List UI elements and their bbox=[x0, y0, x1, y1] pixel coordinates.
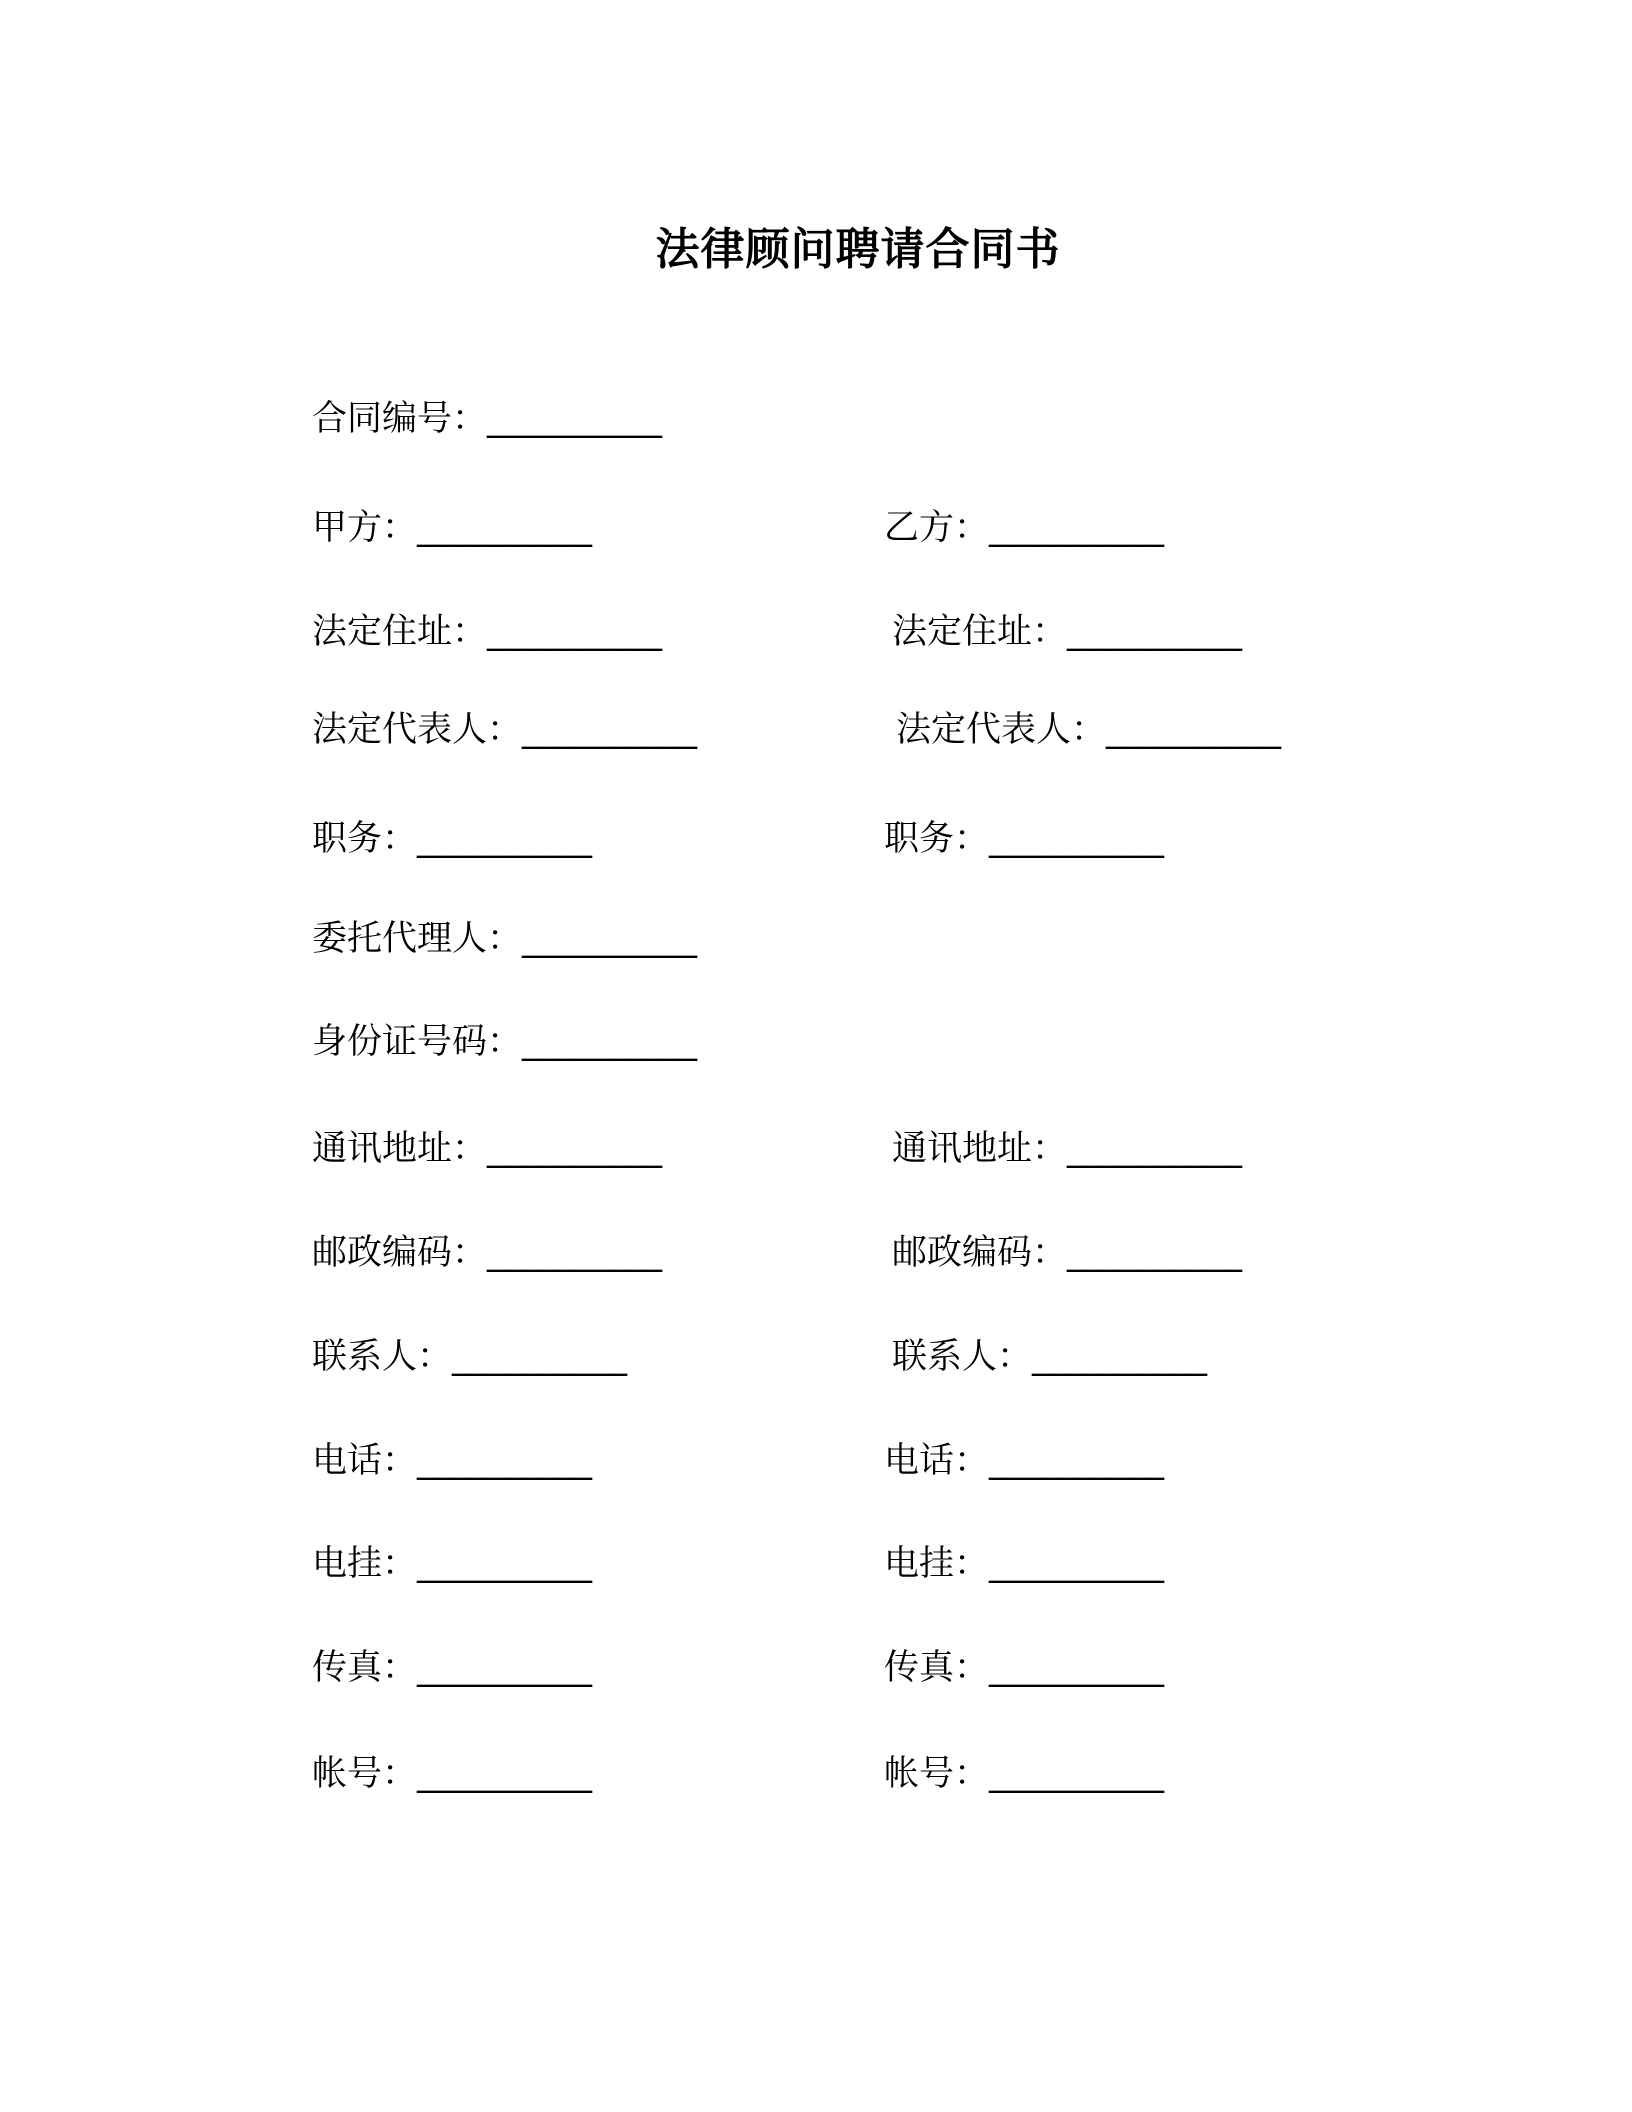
party-b-legal-rep-field bbox=[896, 708, 1281, 752]
party-a-postal-code-field bbox=[312, 1231, 662, 1275]
party-a-contact-blank[interactable]: __________ bbox=[452, 1337, 628, 1377]
party-b-phone-label: 电话： bbox=[884, 1441, 990, 1481]
party-a-name-blank[interactable]: __________ bbox=[417, 508, 593, 548]
party-a-mailing-address-blank[interactable]: __________ bbox=[487, 1129, 663, 1169]
party-a-account-label: 帐号： bbox=[312, 1754, 418, 1794]
party-a-agent-field bbox=[312, 917, 697, 961]
party-b-mailing-address-blank[interactable]: __________ bbox=[1067, 1129, 1243, 1169]
party-b-position-blank[interactable]: __________ bbox=[989, 819, 1165, 859]
party-b-address-label: 法定住址： bbox=[892, 612, 1068, 652]
party-a-postal-code-label: 邮政编码： bbox=[312, 1233, 488, 1273]
party-b-mailing-address-label: 通讯地址： bbox=[892, 1129, 1068, 1169]
party-b-name-field bbox=[884, 506, 1164, 550]
party-a-phone-field bbox=[312, 1439, 592, 1483]
party-b-address-blank[interactable]: __________ bbox=[1067, 612, 1243, 652]
party-b-account-field bbox=[884, 1752, 1164, 1796]
party-b-contact-blank[interactable]: __________ bbox=[1032, 1337, 1208, 1377]
party-b-account-blank[interactable]: __________ bbox=[989, 1754, 1165, 1794]
party-b-phone-blank[interactable]: __________ bbox=[989, 1441, 1165, 1481]
party-a-id-number-label: 身份证号码： bbox=[312, 1022, 523, 1062]
party-b-account-label: 帐号： bbox=[884, 1754, 990, 1794]
party-a-account-blank[interactable]: __________ bbox=[417, 1754, 593, 1794]
party-a-agent-blank[interactable]: __________ bbox=[522, 919, 698, 959]
party-a-legal-rep-blank[interactable]: __________ bbox=[522, 710, 698, 750]
party-a-fax-blank[interactable]: __________ bbox=[417, 1648, 593, 1688]
party-b-cable-blank[interactable]: __________ bbox=[989, 1544, 1165, 1584]
party-a-legal-rep-label: 法定代表人： bbox=[312, 710, 523, 750]
party-b-fax-field bbox=[884, 1646, 1164, 1690]
party-b-position-label: 职务： bbox=[884, 819, 990, 859]
contract-number-blank[interactable]: __________ bbox=[487, 399, 663, 439]
party-b-cable-label: 电挂： bbox=[884, 1544, 990, 1584]
party-a-agent-label: 委托代理人： bbox=[312, 919, 523, 959]
party-a-mailing-address-label: 通讯地址： bbox=[312, 1129, 488, 1169]
party-a-address-field bbox=[312, 610, 662, 654]
document-title: 法律顾问聘请合同书 bbox=[655, 224, 1061, 275]
party-a-id-number-field bbox=[312, 1020, 697, 1064]
party-b-postal-code-blank[interactable]: __________ bbox=[1067, 1233, 1243, 1273]
party-b-fax-blank[interactable]: __________ bbox=[989, 1648, 1165, 1688]
party-b-name-label: 乙方： bbox=[884, 508, 990, 548]
party-b-postal-code-field bbox=[892, 1231, 1242, 1275]
party-a-cable-field bbox=[312, 1542, 592, 1586]
party-b-name-blank[interactable]: __________ bbox=[989, 508, 1165, 548]
party-b-mailing-address-field bbox=[892, 1127, 1242, 1171]
party-b-contact-field bbox=[892, 1335, 1207, 1379]
party-a-id-number-blank[interactable]: __________ bbox=[522, 1022, 698, 1062]
party-a-phone-blank[interactable]: __________ bbox=[417, 1441, 593, 1481]
party-a-cable-blank[interactable]: __________ bbox=[417, 1544, 593, 1584]
party-a-legal-rep-field bbox=[312, 708, 697, 752]
contract-number-label: 合同编号： bbox=[312, 399, 488, 439]
party-b-legal-rep-label: 法定代表人： bbox=[896, 710, 1107, 750]
party-a-address-blank[interactable]: __________ bbox=[487, 612, 663, 652]
party-a-position-field bbox=[312, 817, 592, 861]
party-a-mailing-address-field bbox=[312, 1127, 662, 1171]
party-b-cable-field bbox=[884, 1542, 1164, 1586]
party-a-account-field bbox=[312, 1752, 592, 1796]
party-a-position-label: 职务： bbox=[312, 819, 418, 859]
party-b-fax-label: 传真： bbox=[884, 1648, 990, 1688]
party-b-legal-rep-blank[interactable]: __________ bbox=[1106, 710, 1282, 750]
party-b-phone-field bbox=[884, 1439, 1164, 1483]
party-a-address-label: 法定住址： bbox=[312, 612, 488, 652]
party-b-postal-code-label: 邮政编码： bbox=[892, 1233, 1068, 1273]
party-a-contact-field bbox=[312, 1335, 627, 1379]
party-a-contact-label: 联系人： bbox=[312, 1337, 453, 1377]
party-a-fax-label: 传真： bbox=[312, 1648, 418, 1688]
party-a-postal-code-blank[interactable]: __________ bbox=[487, 1233, 663, 1273]
party-b-position-field bbox=[884, 817, 1164, 861]
party-b-contact-label: 联系人： bbox=[892, 1337, 1033, 1377]
party-a-position-blank[interactable]: __________ bbox=[417, 819, 593, 859]
contract-number-field bbox=[312, 397, 662, 441]
party-b-address-field bbox=[892, 610, 1242, 654]
party-a-name-field bbox=[312, 506, 592, 550]
party-a-fax-field bbox=[312, 1646, 592, 1690]
party-a-name-label: 甲方： bbox=[312, 508, 418, 548]
party-a-phone-label: 电话： bbox=[312, 1441, 418, 1481]
party-a-cable-label: 电挂： bbox=[312, 1544, 418, 1584]
